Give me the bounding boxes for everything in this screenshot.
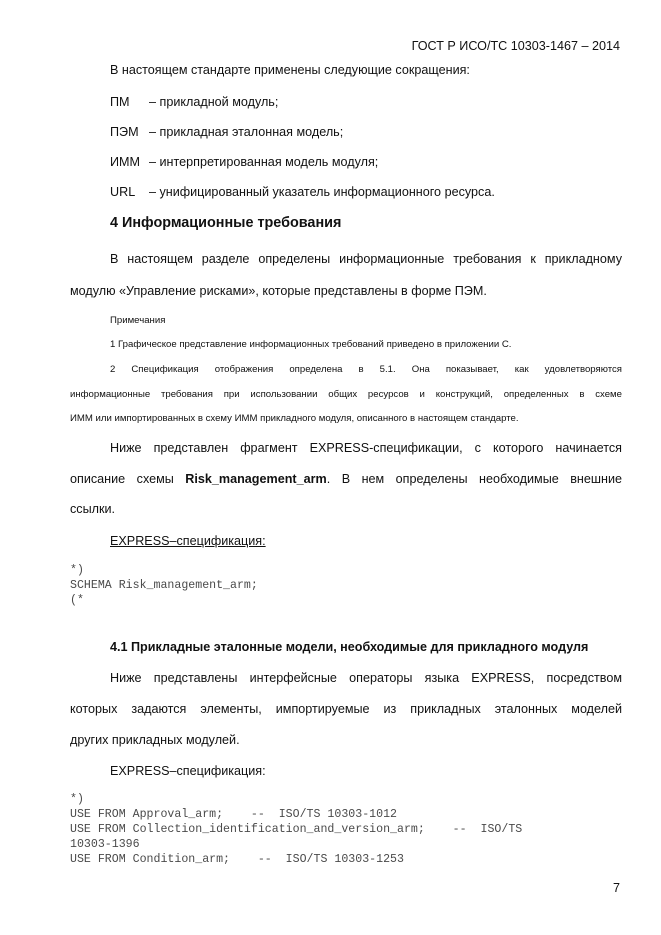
schema-name: Risk_management_arm: [185, 472, 327, 486]
page-header: ГОСТ Р ИСО/ТС 10303-1467 – 2014: [411, 39, 620, 53]
express-intro-line-1: Ниже представлен фрагмент EXPRESS-спецификации, с которого начинается: [110, 441, 622, 455]
code-line: SCHEMA Risk_management_arm;: [70, 579, 258, 592]
abbrev-desc-pm: – прикладной модуль;: [149, 95, 279, 109]
code-line: USE FROM Collection_identification_and_version_arm; -- ISO/TS: [70, 823, 523, 836]
abbrev-abbr-imm: ИММ: [110, 155, 141, 169]
code-line: (*: [70, 594, 84, 607]
abbrev-desc-pem: – прикладная эталонная модель;: [149, 125, 344, 139]
abbrev-intro: В настоящем стандарте применены следующие сокращения:: [110, 63, 470, 77]
note-1: 1 Графическое представление информационных требований приведено в приложении С.: [110, 339, 512, 350]
code-line: *): [70, 793, 84, 806]
page-number: 7: [612, 881, 620, 895]
express-intro-line-3: ссылки.: [70, 502, 116, 516]
section-4-para-line-1: В настоящем разделе определены информационные требования к прикладному: [110, 252, 622, 266]
code-line: 10303-1396: [70, 838, 140, 851]
section-4-1-para-line-3: других прикладных модулей.: [70, 733, 240, 747]
notes-title: Примечания: [110, 315, 166, 326]
section-4-heading: 4 Информационные требования: [110, 215, 342, 231]
abbrev-desc-imm: – интерпретированная модель модуля;: [149, 155, 379, 169]
express-intro-text-b: . В нем определены необходимые внешние: [326, 472, 622, 486]
abbrev-abbr-pem: ПЭМ: [110, 125, 139, 139]
express-spec-label-1: EXPRESS–спецификация:: [110, 534, 266, 548]
section-4-1-heading: 4.1 Прикладные эталонные модели, необходимые для прикладного модуля: [110, 640, 589, 654]
code-line: USE FROM Condition_arm; -- ISO/TS 10303-1253: [70, 853, 404, 866]
code-line: USE FROM Approval_arm; -- ISO/TS 10303-1012: [70, 808, 397, 821]
express-spec-label-2: EXPRESS–спецификация:: [110, 764, 266, 778]
abbrev-abbr-url: URL: [110, 185, 136, 199]
abbrev-desc-url: – унифицированный указатель информационного ресурса.: [149, 185, 495, 199]
express-intro-text-a: описание схемы: [70, 472, 186, 486]
express-intro-line-2: [70, 472, 622, 486]
section-4-1-para-line-1: Ниже представлены интерфейсные операторы языка EXPRESS, посредством: [110, 671, 622, 685]
section-4-para-line-2: модулю «Управление рисками», которые представлены в форме ПЭМ.: [70, 284, 487, 298]
abbrev-abbr-pm: ПМ: [110, 95, 130, 109]
note-2-line-3: ИММ или импортированных в схему ИММ прикладного модуля, описанного в настоящем стандарте.: [70, 413, 519, 424]
note-2-line-1: 2 Спецификация отображения определена в 5.1. Она показывает, как удовлетворяются: [110, 364, 622, 375]
code-line: *): [70, 564, 84, 577]
note-2-line-2: информационные требования при использовании общих ресурсов и конструкций, определенных в схеме: [70, 389, 622, 400]
section-4-1-para-line-2: которых задаются элементы, импортируемые из прикладных эталонных моделей: [70, 702, 622, 716]
